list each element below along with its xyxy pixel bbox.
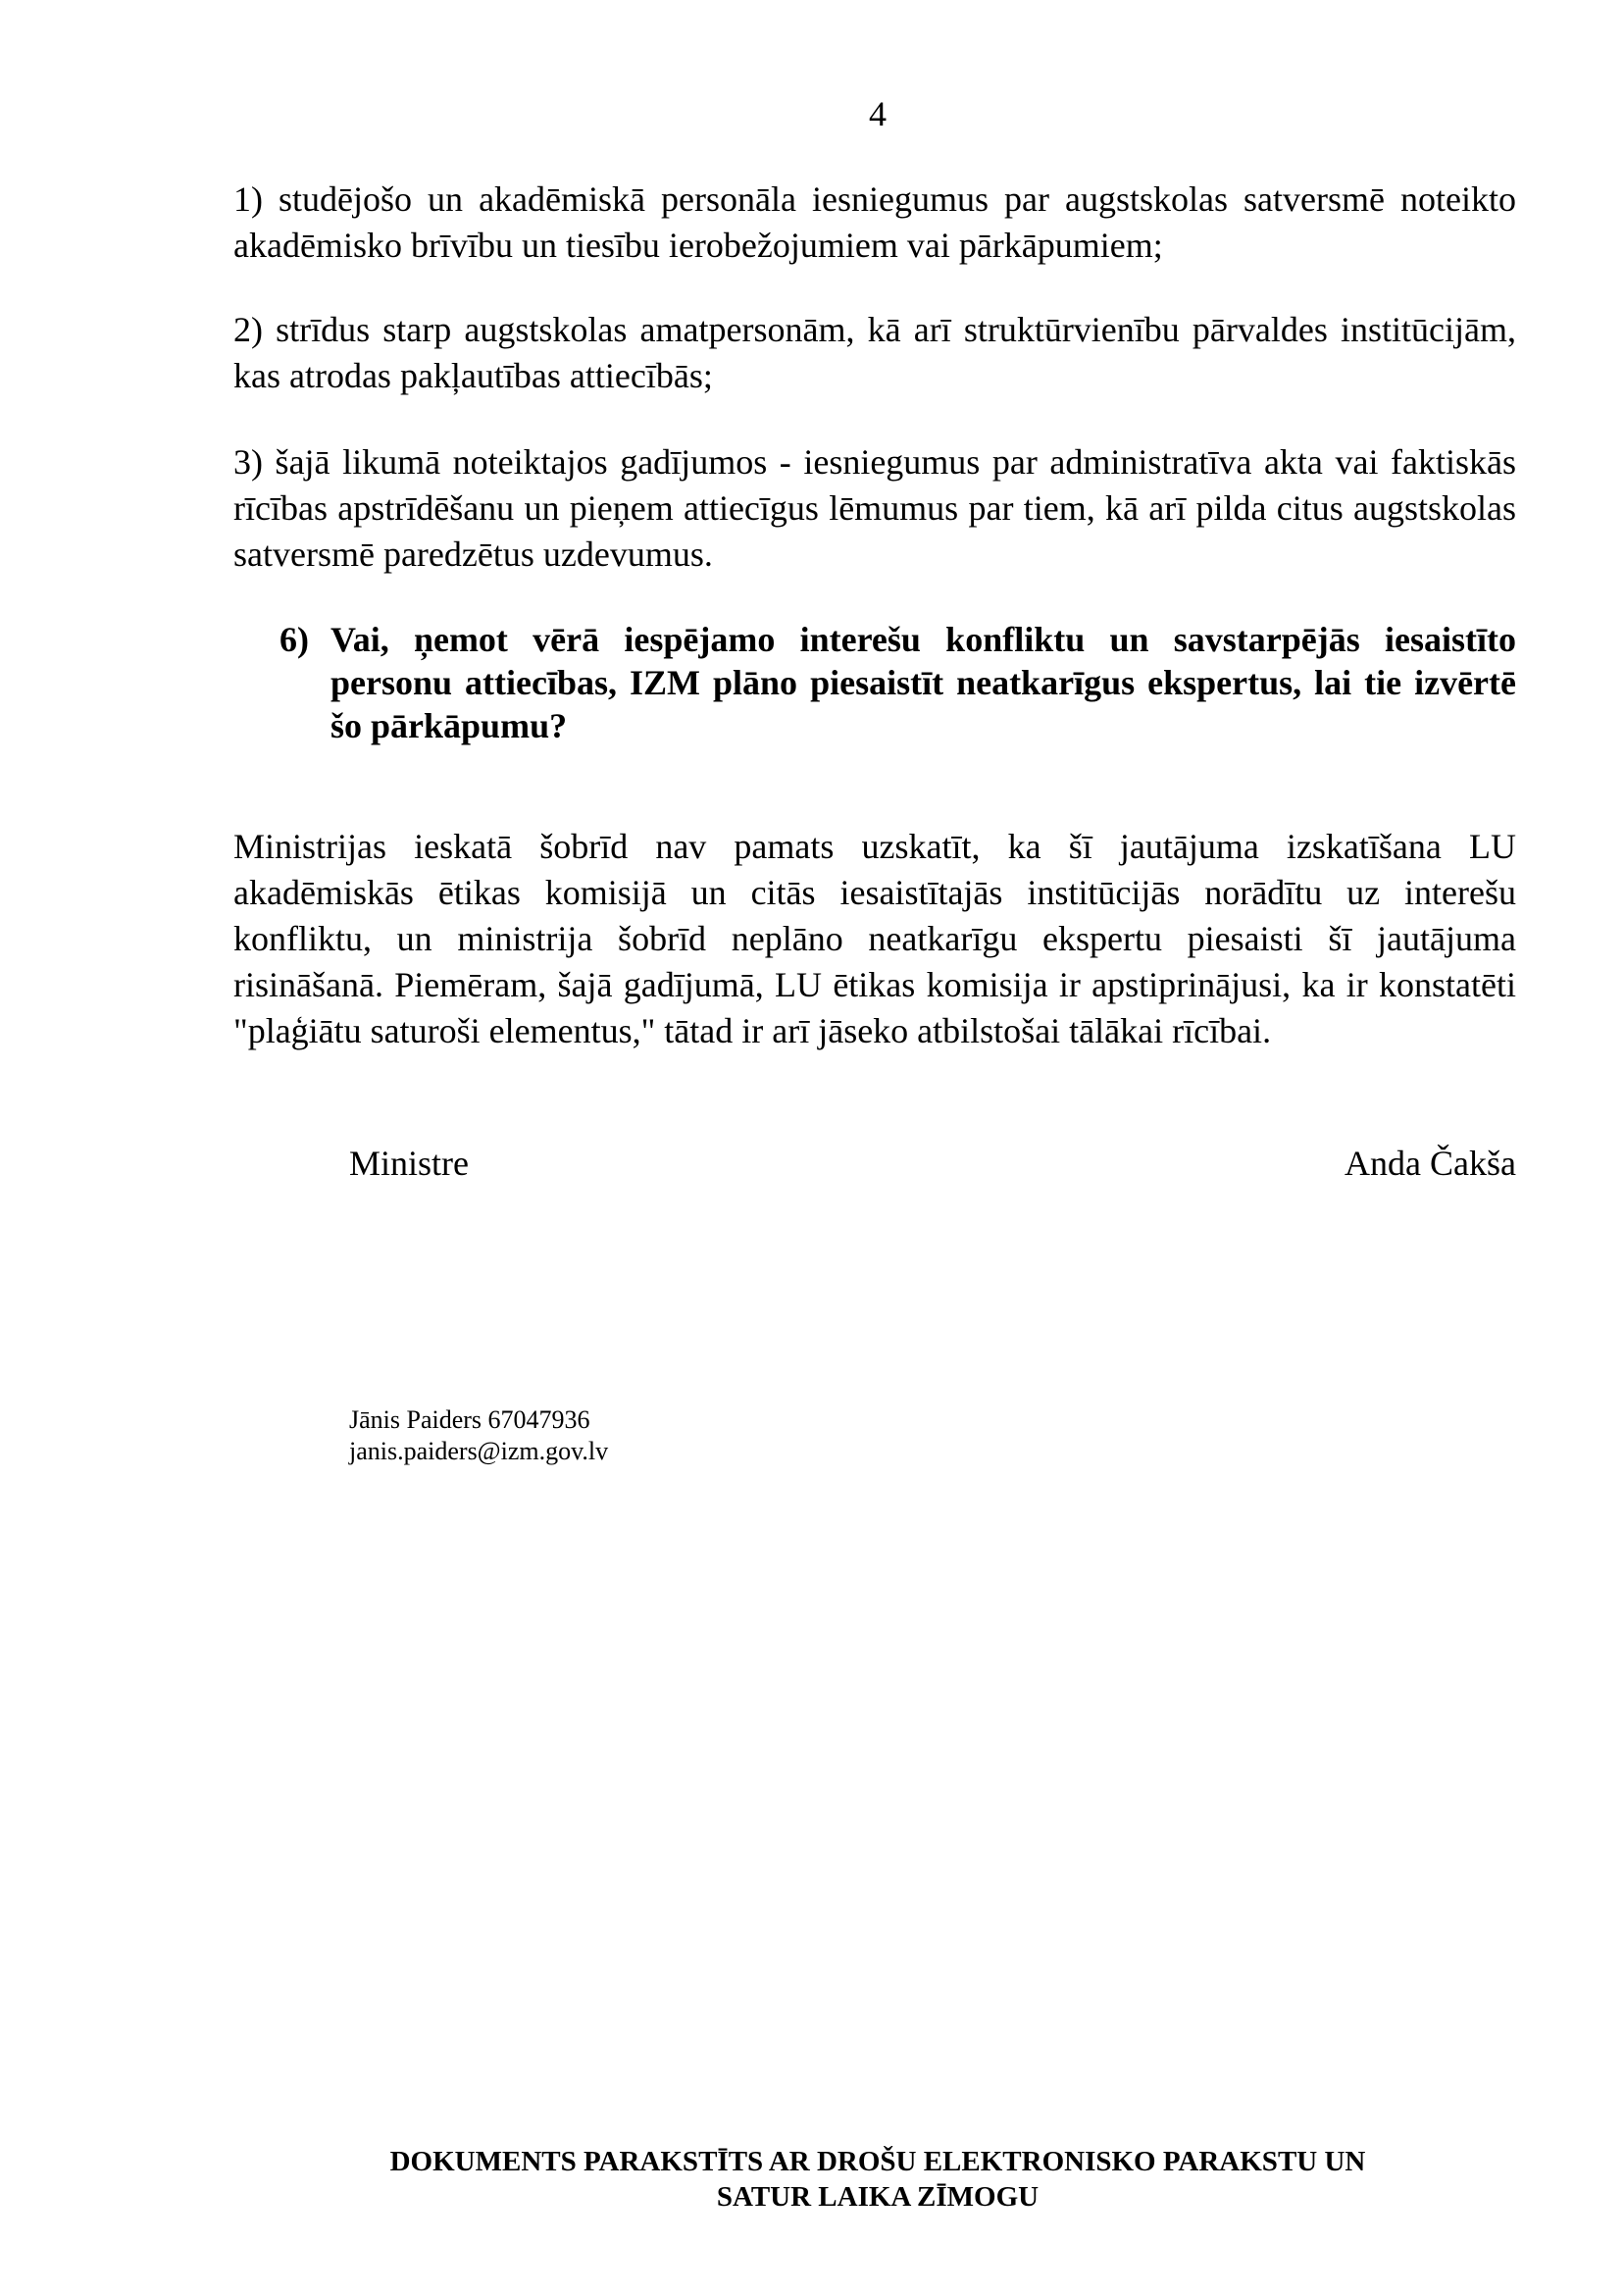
contact-name-phone: Jānis Paiders 67047936 <box>349 1405 590 1434</box>
paragraph-item-2: 2) strīdus starp augstskolas amatpersonām, kā arī struktūrvienību pārvaldes institūcijām, kas atrodas pakļautības attiecībās; <box>233 310 1516 395</box>
paragraph-item-1: 1) studējošo un akadēmiskā personāla iesniegumus par augstskolas satversmē noteikto akadēmisko brīvību un tiesību ierobežojumiem vai pārkāpumiem; <box>233 179 1516 265</box>
paragraph-item-3: 3) šajā likumā noteiktajos gadījumos - iesniegumus par administratīva akta vai faktiskās rīcības apstrīdēšanu un pieņem attiecīgus lēmumus par tiem, kā arī pilda citus augstskolas satversmē paredzētus uzdevumus. <box>233 442 1516 574</box>
signature-notice <box>0 2144 1624 2215</box>
page-number: 4 <box>869 94 887 133</box>
question-text: Vai, ņemot vērā iespējamo interešu konfliktu un savstarpējās iesaistīto personu attiecības, IZM plāno piesaistīt neatkarīgus ekspertus, lai tie izvērtē šo pārkāpumu? <box>330 620 1516 745</box>
answer-paragraph: Ministrijas ieskatā šobrīd nav pamats uzskatīt, ka šī jautājuma izskatīšana LU akadēmiskās ētikas komisijā un citās iesaistītajās institūcijās norādītu uz interešu konfliktu, un ministrija šobrīd neplāno neatkarīgu ekspertu piesaisti šī jautājuma risināšanā. Piemēram, šajā gadījumā, LU ētikas komisija ir apstiprinājusi, ka ir konstatēti "plaģiātu saturoši elementus," tātad ir arī jāseko atbilstošai tālākai rīcībai. <box>233 827 1516 1050</box>
question-6 <box>279 618 1516 747</box>
contact-email: janis.paiders@izm.gov.lv <box>349 1437 609 1465</box>
signature-notice-line-1: DOKUMENTS PARAKSTĪTS AR DROŠU ELEKTRONISKO PARAKSTU UN <box>389 2146 1366 2177</box>
question-number: 6) <box>279 620 309 659</box>
signature-notice-line-2: SATUR LAIKA ZĪMOGU <box>716 2181 1040 2213</box>
contact-block <box>349 1404 608 1467</box>
signatory-role: Ministre <box>349 1144 469 1183</box>
signatory-name: Anda Čakša <box>1345 1144 1516 1183</box>
